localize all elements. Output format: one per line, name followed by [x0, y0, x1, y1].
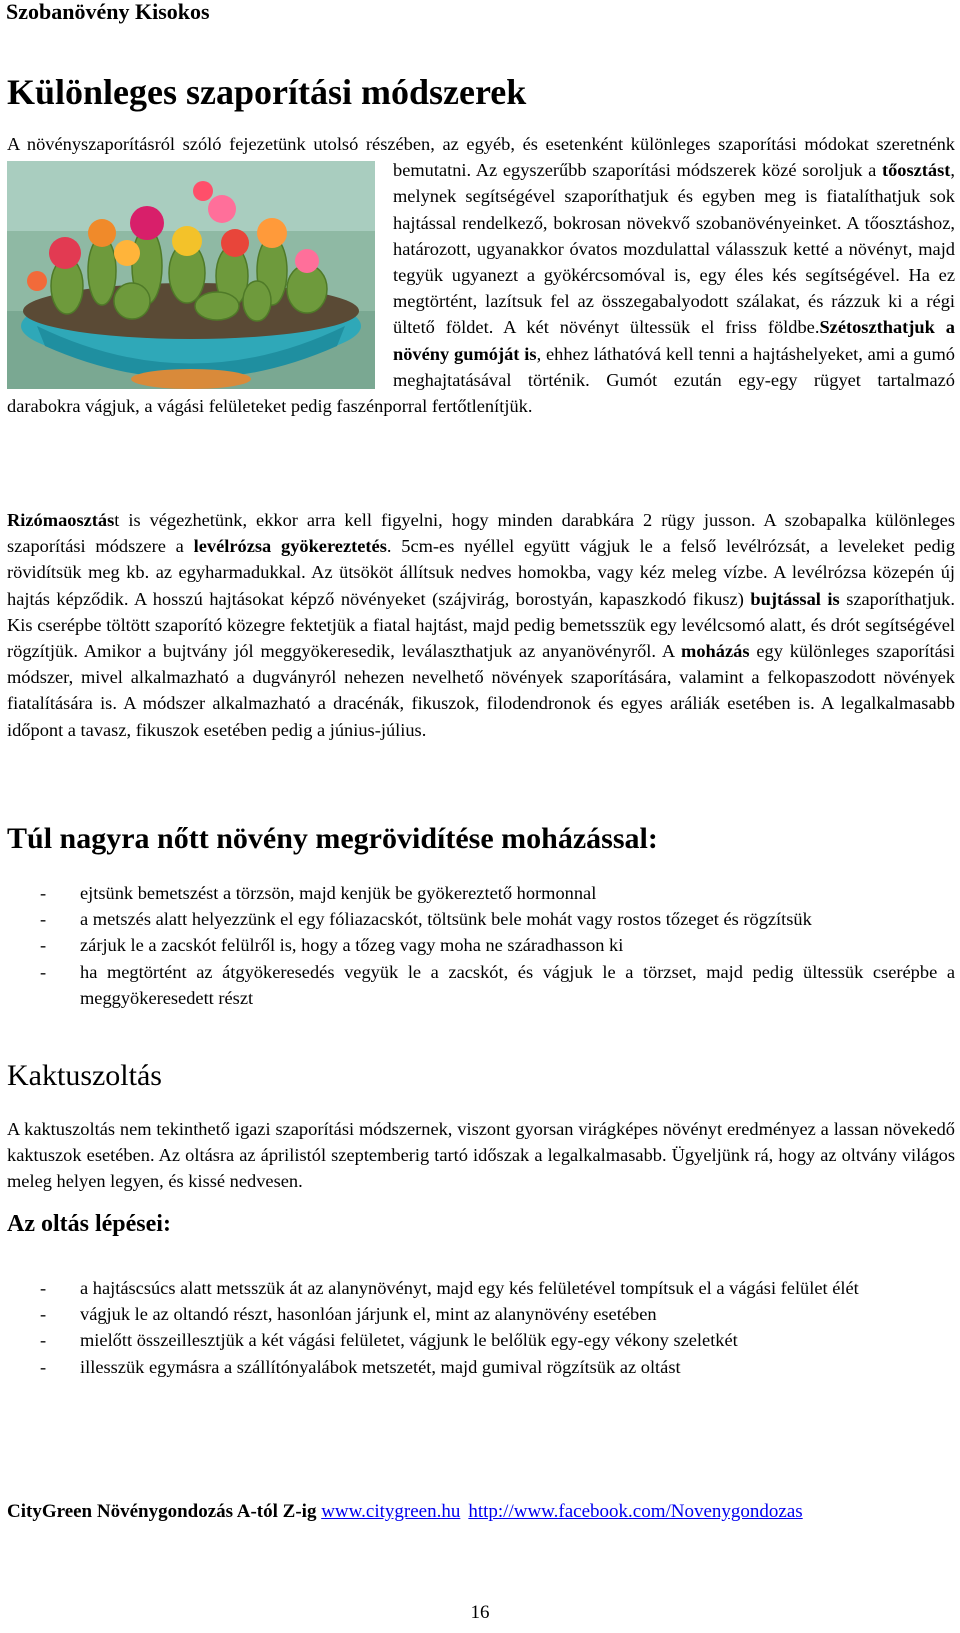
block2-text-2: . 5cm-es nyéllel együtt vágjuk le a felső levélrózsát, a leveleket pedig rövidítsük meg kb. az egyharmadukkal. Az ütsököt állítsuk nedves homokba, vagy kéz meleg vízbe. A levélrózsa közepén új hajtás képződik. A hosszú hajtásokat képző növényeket (szájvirág, borostyán, kapaszkodó fikusz) — [7, 536, 956, 609]
kaktuszoltas-paragraph: A kaktuszoltás nem tekinthető igazi szaporítási módszernek, viszont gyorsan virágképes növényt eredményez a lassan növekedő kaktuszok esetében. Az oltásra az áprilistól szeptemberig tartó időszak a legalkalmasabb. Ügyeljünk rá, hogy az oltvány világos meleg helyen legyen, és kissé nedvesen. — [7, 1119, 955, 1192]
rizoma-paragraph — [7, 507, 955, 743]
page-footer — [7, 1499, 803, 1525]
bold-toosztas: tőosztást — [881, 160, 951, 181]
bold-mohazas: moházás — [681, 641, 750, 662]
footer-link-facebook[interactable]: http://www.facebook.com/Novenygondozas — [468, 1501, 803, 1522]
heading-mohazas: Túl nagyra nőtt növény megrövidítése moházással: — [7, 822, 658, 855]
list-marker: - — [40, 1278, 47, 1298]
cactus-photo — [7, 161, 375, 389]
list-item-text: a hajtáscsúcs alatt metsszük át az alanynövényt, majd egy kés felületével tompítsuk el a vágási felület élét — [80, 1278, 859, 1298]
heading-kaktuszoltas: Kaktuszoltás — [7, 1059, 162, 1092]
intro-text-2: , melynek segítségével szaporíthatjuk és egyben meg is fiatalíthatjuk sok hajtással rendelkező, bokrosan növekvő szobanövényeinket. A tőosztáshoz, határozott, ugyanakkor óvatos mozdulattal válasszuk ketté a növényt, majd tegyük ugyanezt a gyökércsomóval is, egy éles kés segítségével. Ha ez megtörtént, lazítsuk fel az összegabalyodott szálakat, és rázzuk ki a régi ültető földet. A két növényt ültessük el friss földbe. — [393, 160, 955, 338]
bold-bujtassal: bujtással is — [750, 588, 840, 609]
list-item — [7, 880, 955, 906]
heading-oltas-lepesei: Az oltás lépései: — [7, 1211, 171, 1237]
list-marker: - — [40, 1304, 47, 1325]
intro-section — [7, 131, 955, 419]
list-item — [7, 1327, 955, 1353]
list-item-text: ejtsünk bemetszést a törzsön, majd kenjük be gyökereztető hormonnal — [80, 883, 597, 903]
running-header: Szobanövény Kisokos — [6, 0, 210, 24]
intro-text-3: , ehhez láthatóvá kell tenni a hajtáshelyeket, ami a gumó meghajtatásával történik. Gumót ezután egy-egy rügyet tartalmazó darabokra vágjuk, a vágási felületeket pedig faszénporral fertőtlenítjük. — [7, 343, 955, 417]
list-item — [7, 932, 955, 958]
block2-text-1: t is végezhetünk, ekkor arra kell figyelni, hogy minden darabkára 2 rügy jusson. A szobapalka különleges szaporítási módszere a — [7, 510, 955, 557]
page-title: Különleges szaporítási módszerek — [7, 72, 527, 112]
list-item-text: zárjuk le a zacskót felülről is, hogy a tőzeg vagy moha ne száradhasson ki — [80, 935, 624, 956]
block2-section — [7, 507, 955, 743]
list-item — [7, 1275, 955, 1301]
list-item-text: vágjuk le az oltandó részt, hasonlóan járjunk el, mint az alanynövény esetében — [80, 1304, 657, 1325]
list-marker: - — [40, 1330, 47, 1351]
list-marker: - — [40, 935, 47, 956]
list-item-text: a metszés alatt helyezzünk el egy fóliazacskót, töltsünk bele mohát vagy rostos tőzeget és rögzítsük — [80, 909, 812, 930]
page-number: 16 — [470, 1602, 490, 1623]
list-item-text: ha megtörtént az átgyökeresedés vegyük le a zacskót, és vágjuk le a törzset, majd pedig ültessük cserépbe a meggyökeresedett részt — [80, 961, 955, 1008]
intro-paragraph-1 — [7, 131, 955, 419]
footer-brand: CityGreen Növénygondozás A-tól Z-ig — [7, 1501, 317, 1522]
bold-szetoszthatjuk: Szétoszthatjuk a növény gumóját is — [393, 317, 955, 364]
list-item — [7, 906, 955, 932]
list-marker: - — [40, 883, 47, 903]
list-marker: - — [40, 961, 47, 982]
kaktuszoltas-section — [7, 1116, 955, 1195]
oltas-steps-list — [7, 1275, 955, 1380]
bold-rizomaosztas: Rizómaosztás — [7, 510, 115, 530]
list-item — [7, 1354, 955, 1380]
block2-text-3: szaporíthatjuk. Kis cserépbe töltött szaporító közegre fektetjük a fiatal hajtást, majd pedig bemetsszük egy levélcsomó alatt, és drót segítségével rögzítjük. Amikor a bujtvány jól meggyökeresedik, leválaszthatjuk az anyanövényről. A — [7, 588, 955, 662]
footer-link-citygreen[interactable]: www.citygreen.hu — [321, 1501, 461, 1522]
list-item-text: illesszük egymásra a szállítónyalábok metszetét, majd gumival rögzítsük az oltást — [80, 1356, 681, 1377]
list-marker: - — [40, 909, 47, 930]
list-item — [7, 1301, 955, 1327]
list-marker: - — [40, 1356, 47, 1377]
block2-text-4: egy különleges szaporítási módszer, mivel alkalmazható a dugványról nehezen nevelhető növények szaporítására, valamint a felkopaszodott növények fiatalítására is. A módszer alkalmazható a dracénák, fikuszok, filodendronok és egyes aráliák esetében is. A legalkalmasabb időpont a tavasz, fikuszok esetében pedig a június-július. — [7, 641, 956, 740]
intro-text-1: A növényszaporításról szóló fejezetünk utolsó részében, az egyéb, és esetenként különleges szaporítási módokat szeretnénk bemutatni. Az egyszerűbb szaporítási módszerek közé soroljuk a — [7, 134, 955, 181]
mohazas-steps-list — [7, 880, 955, 1011]
list-item — [7, 959, 955, 1011]
bold-levelrozsa: levélrózsa gyökereztetés — [193, 536, 387, 557]
list-item-text: mielőtt összeillesztjük a két vágási felületet, vágjunk le belőlük egy-egy vékony szeletkét — [80, 1330, 738, 1351]
